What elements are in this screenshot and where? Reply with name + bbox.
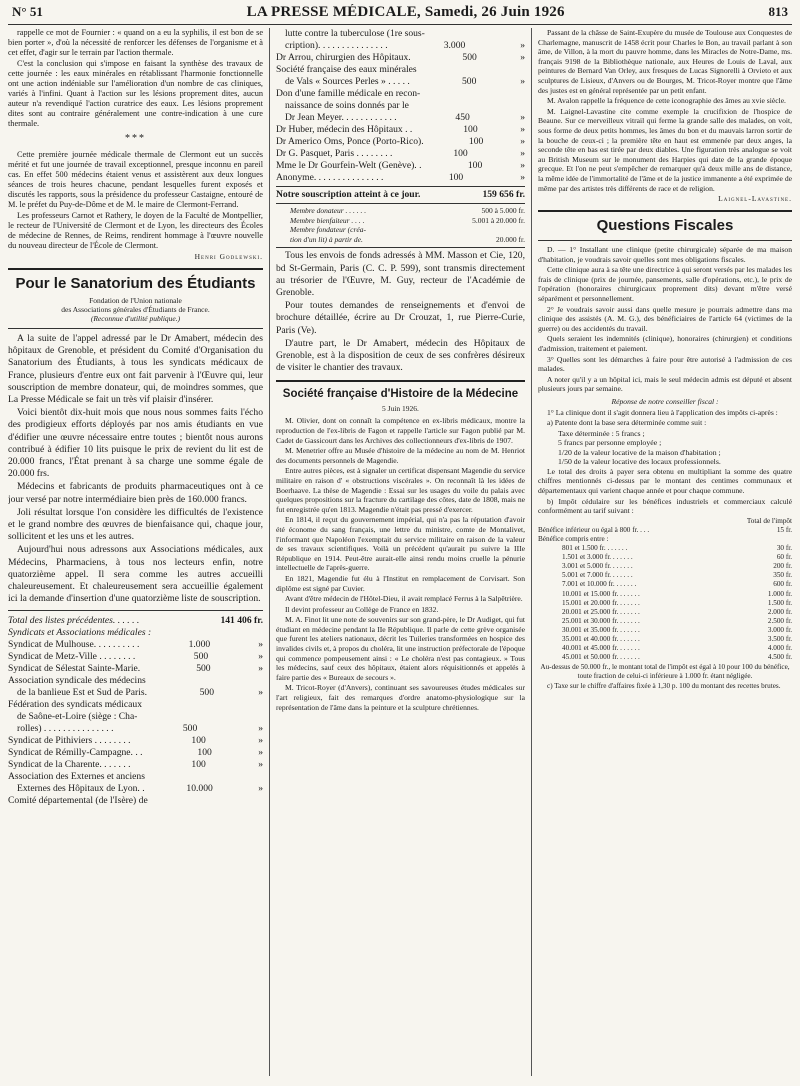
donor-amount: 450 [455,112,470,123]
donor-amount: 500 [196,663,211,675]
membership-row [290,235,525,245]
paragraph: c) Taxe sur le chiffre d'affaires fixée à 1,30 p. 100 du montant des recettes brutes. [547,682,781,691]
membership-tiers [290,206,525,244]
donor-unit: » [520,124,525,135]
table-row: Bénéfice inférieur ou égal à 800 fr. . . . 15 fr. [538,525,792,534]
paragraph: 1° La clinique dont il s'agit donnera lieu à l'application des impôts ci-après : [547,407,778,417]
donor-row [8,687,263,699]
donor-amount [452,88,482,100]
donor-unit: » [258,639,263,651]
paragraph: A noter qu'il y a un hôpital ici, mais le seul médecin admis est député et absent plusieurs jours par semaine. [538,374,792,394]
table-row [538,644,792,653]
donor-unit [251,711,263,723]
page-number: 813 [768,4,788,19]
donor-label: Syndicat de Pithiviers . . . . . . . . [8,735,131,747]
paragraph: C'est la conclusion qui s'impose en faisant la synthèse des travaux de cette journée : les eaux minérales en rétablissant l'harmonie fonctionnelle ont une action indéniable sur l'amélioration d'un nombre de cas cliniques, variés à l'infini. Quant à l'action sur les lésions proprement dites, aucun auteur n'a revendiqué l'action curatrice des eaux. Les lésions proprement dites sont au contraire généralement une contre-indication à une cure thermale. [8,59,263,128]
paragraph: M. Menetrier offre au Musée d'histoire de la médecine au nom de M. Henriot des documents personnels de Magendie. [276,446,525,465]
donor-unit: » [258,687,263,699]
donor-amount: 3.000 [443,40,466,51]
donor-label: lutte contre la tuberculose (1re sous- [285,28,425,39]
bracket-range: 10.001 et 15.000 fr. . . . . . . [562,589,640,598]
divider [538,240,792,241]
issue-number: N° 51 [12,4,43,19]
paragraph: Passant de la châsse de Saint-Exupère du musée de Toulouse aux Conquestes de Charlemagne, manuscrit de 1458 écrit pour Charles le Bon, au travail parlant à son âme, de Villon, à la mort du pauvre homme, dans les Miracles de Notre-Dame, ms. français 9198 de la Bibliothèque nationale, aux Heures de Louis de Laval, aux peintures de Bernard Van Orley, aux fresques de Lucas Signorelli à Orvieto et aux sculptures de Lisieux, d'Anvers ou de Bourges, M. Tricot-Royer montre que l'âme des justes est en général représentée par un petit enfant. [538,28,792,95]
bracket-tax: 2.000 fr. [767,607,792,616]
donor-row [8,759,263,771]
table-note: Au-dessus de 50.000 fr., le montant total de l'impôt est égal à 10 pour 100 du bénéfice, toute fraction de celui-ci inférieure à 1.000 fr. étant négligée. [540,663,790,681]
bracket-range: 20.001 et 25.000 fr. . . . . . . [562,607,640,616]
table-row [538,608,792,617]
donor-amount: 500 [193,651,209,663]
paragraph: En 1821, Magendie fut élu à l'Institut en remplacement de Corvisart. Son diplôme est signé par Cuvier. [276,573,525,593]
donor-amount: 500 [182,723,198,735]
patente-item: Taxe déterminée : 5 francs ; [558,428,645,438]
paragraph: Tous les envois de fonds adressés à MM. Masson et Cie, 120, bd St-Germain, Paris (C. C. P. 599), sont transmis directement au trésorier de l'Œuvre, M. Guy, recteur de l'Académie de Grenoble. [276,250,525,298]
paragraph: 2° Je voudrais savoir aussi dans quelle mesure je pourrais admettre dans ma clinique des assistés (A. M. G.), des bénéficiaires de l'article 64 (victimes de la guerre) ou des accidentés du travail. [538,304,792,333]
table-row [538,653,792,662]
table-row [538,553,792,562]
bracket-range: 40.001 et 45.000 fr. . . . . . . [562,644,640,653]
divider [8,610,263,611]
donor-row [8,795,263,807]
donor-amount: 100 [468,136,484,147]
appeal-text [8,333,263,605]
signature: Laignel-Lavastine. [718,194,792,204]
table-row [538,617,792,626]
donor-amount: 100 [467,160,483,171]
donor-unit [251,675,263,687]
donor-label: Syndicat de Mulhouse. . . . . . . . . . [8,639,140,651]
donor-unit: » [520,136,525,147]
fiscal-question [538,245,792,516]
bracket-range: 5.001 et 7.000 fr. . . . . . . [562,571,633,580]
divider [8,268,263,270]
table-row [538,580,792,589]
donor-unit: » [520,52,525,63]
donor-label: Association syndicale des médecins [8,675,146,687]
donor-amount: 100 [191,735,206,747]
donor-unit [251,699,263,711]
patente-items [558,429,792,467]
donor-label: Syndicat de Metz-Ville . . . . . . . . [8,651,136,663]
table-row [538,562,792,571]
donor-unit: » [258,651,263,663]
bracket-tax: 4.500 fr. [767,653,792,662]
bracket-tax: 2.500 fr. [767,616,792,625]
donor-row [8,783,263,795]
bracket-tax: 3.500 fr. [767,634,792,643]
section-subtitle: Fondation de l'Union nationale [89,296,182,305]
table-row [538,590,792,599]
paragraph: a) Patente dont la base sera déterminée comme suit : [547,418,707,428]
section-subtitle: (Reconnue d'utilité publique.) [90,314,181,323]
bracket-range: 30.001 et 35.000 fr. . . . . . . [562,625,640,634]
membership-row [290,206,525,216]
table-row [538,626,792,635]
membership-label: Membre donateur . . . . . . [290,206,367,215]
paragraph: M. Olivier, dont on connaît la compétence en ex-libris médicaux, montre la reproduction de l'ex-libris de Fagon et rappelle l'article sur Fagon publié par M. Cadet de Gassicourt dans les Archives des collectionneurs d'ex-libris de 1907. [276,416,525,445]
column-1 [8,28,270,1076]
patente-item: 1/20 de la valeur locative de la maison d'habitation ; [558,447,721,457]
donor-amount [183,675,213,687]
paragraph: Pour toutes demandes de renseignements et d'envoi de brochure détaillée, écrire au Dr Crouzat, 1, rue Pierre-Curie, Paris (Ve). [276,300,525,336]
donor-label: de Saône-et-Loire (siège : Cha- [17,711,138,723]
donor-label: Anonyme. . . . . . . . . . . . . . . [276,172,384,183]
bracket-range: 15.001 et 20.000 fr. . . . . . . [562,598,640,607]
divider [276,380,525,382]
bracket-tax: 200 fr. [773,562,792,571]
table-row [538,571,792,580]
donor-amount: 100 [463,124,478,135]
bracket-tax: 350 fr. [773,571,792,580]
table-header: Total de l'impôt [746,516,792,525]
donor-row [276,100,525,112]
paragraph: Médecins et fabricants de produits pharmaceutiques ont à ce jour versé par notre intermédiaire bien près de 160.000 francs. [8,481,263,505]
membership-label: Membre fondateur (créa- [290,225,366,235]
paragraph: M. Laignel-Lavastine cite comme exemple la crucifixion de l'hospice de Beaune. Sur ce merveilleux vitrail qui ferme la grande salle des malades, on voit, sous forme de deux petits hommes, les âmes du bon et du mauvais larron sortir de la bouche de ceux-ci ; la première tête en haut est emmenée par deux anges, la seconde tête en bas est tirée par deux diables. Une figuration très analogue se voit au British Museum sur le monument des Harpies qui date de la grande époque grecque. Et l'on ne peut s'empêcher de remarquer qu'à deux mille ans de distance, la même idée de l'immortalité de l'âme et de la justice immanente a été exprimée de même par des artistes très différents de race et de religion. [538,106,792,193]
instructions-text [276,250,525,374]
donor-row [276,160,525,172]
donor-unit [513,88,525,100]
bracket-range: 3.001 et 5.000 fr. . . . . . . [562,562,633,571]
signature: Henri Godlewski. [194,252,263,261]
donor-unit: » [258,783,263,795]
donor-list [276,28,525,184]
column-3 [532,28,792,1076]
donor-amount: 500 [199,687,215,699]
donor-row [276,64,525,76]
paragraph: A la suite de l'appel adressé par le Dr Amabert, médecin des hôpitaux de Grenoble, et président du Comité d'Organisation du Sanatorium des Étudiants, à tous les syndicats médicaux de France, plusieurs d'entre eux ont fait parvenir à l'Œuvre qui, leur souscription de membre donateur, qui, de moindres sommes, que La Presse Médicale se fait un très vif plaisir d'insérer. [8,333,263,406]
membership-label: Membre bienfaiteur . . . . [290,215,365,225]
paragraph: Avant d'être médecin de l'Hôtel-Dieu, il avait remplacé Ferrus à la Salpêtrière. [285,594,523,604]
donor-row [276,136,525,148]
tax-table [538,517,792,692]
donor-unit: » [258,723,263,735]
table-subheading: Bénéfice compris entre : [538,534,609,543]
table-row [538,635,792,644]
donor-row [8,723,263,735]
masthead-title: LA PRESSE MÉDICALE, Samedi, 26 Juin 1926 [246,4,565,20]
paragraph: b) Impôt cédulaire sur les bénéfices industriels et commerciaux calculé conformément au tarif suivant : [538,496,792,516]
donor-amount [182,699,212,711]
paragraph: Le total des droits à payer sera obtenu en multipliant la somme des quatre chiffres mentionnés ci-dessus par le montant des centimes communaux et départementaux qui varient chaque année et pour chaque commune. [538,466,792,495]
donor-row [276,112,525,124]
newspaper-page [8,4,792,1076]
bracket-tax: 1.000 fr. [767,589,792,598]
paragraph: D'autre part, le Dr Amabert, médecin des Hôpitaux de Grenoble, est à la disposition de ceux de ses confrères désireux de visiter le chantier des travaux. [276,337,525,374]
donor-row [276,172,525,184]
membership-row [290,225,525,235]
donor-label: cription). . . . . . . . . . . . . . . [285,40,388,51]
donor-label: Externes des Hôpitaux de Lyon. . [17,783,145,795]
paragraph: En 1814, il reçut du gouvernement impérial, qui n'a pas la réputation d'avoir été économe du sang français, une lettre du ministre, comte de Montalivet, l'informant que Napoléon l'exemptait du service militaire en raison de la valeur de ses travaux scientifiques. Voilà un précédent qu'aurait pu suivre la IIIe République en 1914. Peut-être aurait-elle ainsi rendu moins cruelle la pénurie intellectuelle de l'après-guerre. [276,515,525,573]
donor-unit: » [520,76,525,87]
donor-unit: » [520,112,525,123]
section-title: Société française d'Histoire de la Médecine [282,388,519,401]
section-date: 5 Juin 1926. [382,404,419,414]
donor-row [276,124,525,136]
donor-row [276,52,525,64]
table-rows [538,544,792,662]
paragraph: M. Avalon rappelle la fréquence de cette iconographie des âmes au xvie siècle. [547,96,786,106]
paragraph: Cette première journée médicale thermale de Clermont eut un succès mérité et fut une journée de travail exceptionnel, presque inconnu en pareil cas. En effet 500 médecins étaient venus et assistèrent aux deux longues séances de trois heures chacune, pendant lesquelles furent exposés et discutés les rapports, sous la présidence du professeur Castaigne, entouré de M. le préfet du Puy-de-Dôme et de M. le maire de Clermont-Ferrand. [8,150,263,209]
paragraph: Cette clinique aura à sa tête une directrice à qui seront versés par les malades les frais de clinique (prix de journée, pansements, salle d'opérations, etc.), le prix de l'opération (honoraires chirurgicaux proprement dits) devant m'être versé séparément et personnellement. [538,265,792,304]
donor-amount [179,711,209,723]
donor-label: Comité départemental (de l'Isère) de [8,795,148,807]
donor-label: Fédération des syndicats médicaux [8,699,143,711]
donor-unit: » [520,172,525,183]
donor-amount: 100 [453,148,468,159]
donor-unit: » [520,160,525,171]
bracket-tax: 600 fr. [773,580,792,589]
membership-range: 5.001 à 20.000 fr. [472,215,525,225]
paragraph: M. A. Finot lit une note de souvenirs sur son grand-père, le Dr Audiget, qui fut étudiant en médecine pendant la IIe République. Il parle de cette grève organisée que furent les ateliers nationaux, décrit les Tuileries transformées en hospice des invalides civils et, à propos du choléra, lit une instruction préfectorale de l'époque qui commence pompeusement ainsi : « Le choléra n'est pas contagieux. » Tous les médecins, sauf ceux des hôpitaux, étaient alors réquisitionnés et appelés à faire partie des « Bureaux de secours ». [276,615,525,682]
donor-label: Dr Americo Oms, Ponce (Porto-Rico). [276,136,424,147]
divider [276,186,525,187]
donor-label: Association des Externes et anciens [8,771,145,783]
paragraph: M. Tricot-Royer (d'Anvers), continuant ses savoureuses études médicales sur l'art religieux, fait des remarques d'ordre anatomo-physiologique sur la représentation de l'âme dans la peinture et la sculpture chrétiennes. [276,683,525,712]
membership-row [290,216,525,226]
bracket-range: 1.501 et 3.000 fr. . . . . . . [562,553,633,562]
donor-row [276,76,525,88]
divider [538,210,792,212]
donor-amount: 500 [462,52,477,63]
current-total-row: Notre souscription atteint à ce jour. 159 656 fr. [276,189,525,200]
donor-row [8,711,263,723]
syndicats-heading: Syndicats et Associations médicales : [8,627,152,639]
donor-label: Société française des eaux minérales [276,64,417,75]
donor-row [8,771,263,783]
donor-unit: » [258,735,263,747]
section-subtitle: des Associations générales d'Étudiants de France. [61,305,210,314]
paragraph: Quels seraient les indemnités (clinique), honoraires (chirurgien) et conditions d'admission, traitement et paiement. [538,334,792,354]
donor-row [8,675,263,687]
donor-row [276,148,525,160]
donor-amount [454,28,484,40]
divider [276,203,525,204]
donor-unit: » [258,759,263,771]
donor-label: rolles) . . . . . . . . . . . . . . . [17,723,114,735]
columns [8,28,792,1076]
donor-row [8,699,263,711]
paragraph: Voici bientôt dix-huit mois que nous nous sommes faits l'écho des prodigieux efforts déployés par nos amis étudiants en vue d'édifier une œuvre nécessaire entre toutes ; bientôt nous aurons contribué à édifier 10 lits puisque le prix de revient du lit est de 20.000 francs, l'État prenant à sa charge une somme égale de 20.000 frs. [8,407,263,480]
divider [276,247,525,248]
donor-label: Dr G. Pasquet, Paris . . . . . . . . [276,148,393,159]
paragraph: Joli résultat lorsque l'on considère les difficultés de l'existence et le grand nombre des œuvres de bienfaisance qui, chaque jour, sollicitent et les uns et les autres. [8,506,263,543]
donor-label: Syndicat de la Charente. . . . . . . [8,759,131,771]
donor-label: Dr Arrou, chirurgien des Hôpitaux. [276,52,411,63]
society-report-continued [538,28,792,193]
bracket-tax: 1.500 fr. [767,598,792,607]
paragraph: rappelle ce mot de Fournier : « quand on a eu la syphilis, il est bon de se bien porter », d'où la nécessité de renforcer les défenses de l'organisme et à cet effet, d'agir sur le terrain par l'action thermale. [8,28,263,57]
patente-item: 1/50 de la valeur locative des locaux professionnels. [558,457,721,467]
paragraph: Aujourd'hui nous adressons aux Associations médicales, aux Médecins, Pharmaciens, à tous nos lecteurs enfin, notre quatorzième appel. Il sera comme les autres accueilli chaleureusement. Et chaleureusement sera accueillie également ici la demande d'insertion d'une quatorzième liste de souscription. [8,544,263,605]
paragraph: D. — 1° Installant une clinique (petite chirurgicale) séparée de ma maison d'habitation, je voudrais savoir quelles sont mes obligations fiscales. [538,245,792,264]
donor-unit: » [520,148,525,159]
donor-unit: » [258,747,263,759]
paragraph: Les professeurs Carnot et Rathery, le doyen de la Faculté de Montpellier, le recteur de l'Université de Clermont et de Lyon, les directeurs des Écoles de médecine de Rennes, de Reims, rendirent hommage à l'œuvre nouvelle du nouveau directeur de l'École de Clermont. [8,211,263,250]
bracket-tax: 4.000 fr. [767,644,792,653]
donor-label: Syndicat de Sélestat Sainte-Marie. [8,663,141,675]
bracket-range: 801 et 1.500 fr. . . . . . . [562,544,628,553]
section-title: Pour le Sanatorium des Étudiants [15,275,256,292]
donor-label: Syndicat de Rémilly-Campagne. . . [8,747,143,759]
bracket-tax: 60 fr. [776,553,792,562]
membership-range: 20.000 fr. [496,234,525,244]
donor-row [8,651,263,663]
page-header [8,4,792,25]
paragraph: 3° Quelles sont les démarches à faire pour être autorisé à l'admission de ces malades. [538,354,792,374]
donor-list [8,639,263,807]
donor-amount: 500 [462,76,477,87]
donor-row [8,639,263,651]
donor-amount: 100 [197,747,212,759]
bracket-range: 35.001 et 40.000 fr. . . . . . . [562,634,640,643]
table-row [538,599,792,608]
paragraph: Entre autres pièces, est à signaler un certificat dispensant Magendie du service militaire en raison d' « obstructions viscérales ». On reconnaît là les idées de Boerhaave. La thèse de Magendie : Essai sur les usages du voile du palais avec quelques propositions sur la fracture du cartilage des côtes, date de 1808, mais ne fut enregistrée qu'en 1813. Magendie n'était pas pressé d'exercer. [276,466,525,514]
bracket-tax: 30 fr. [776,544,792,553]
column-2 [270,28,532,1076]
donor-amount [183,771,213,783]
donor-amount: 1.000 [188,639,211,651]
donor-row [8,663,263,675]
donor-amount: 10.000 [186,783,213,795]
previous-total-row: Total des listes précédentes. . . . . . 141 406 fr. [8,615,263,627]
patente-item: 5 francs par personne employée ; [558,438,662,448]
donor-unit [513,100,525,112]
donor-unit [251,771,263,783]
donor-row [8,735,263,747]
bracket-range: 45.001 et 50.000 fr. . . . . . . [562,653,640,662]
donor-row [276,28,525,40]
donor-amount: 100 [448,172,464,183]
section-divider-stars: *** [125,133,146,144]
donor-unit [513,64,525,76]
paragraph: Il devint professeur au Collège de France en 1832. [285,604,439,614]
section-title: Questions Fiscales [596,217,734,235]
donor-label: Don d'une famille médicale en recon- [276,88,421,99]
membership-label: tion d'un lit) à partir de. [290,234,363,244]
donor-unit [513,28,525,40]
donor-label: Mme le Dr Gourfein-Welt (Genève). . [276,160,422,171]
bracket-range: 25.001 et 30.000 fr. . . . . . . [562,616,640,625]
donor-label: de la banlieue Est et Sud de Paris. [17,687,148,699]
membership-range: 500 à 5.000 fr. [481,206,525,215]
donor-unit: » [258,663,263,675]
bracket-range: 7.001 et 10.000 fr. . . . . . . [562,580,637,589]
donor-label: Dr Jean Meyer. . . . . . . . . . . . [285,112,397,123]
donor-amount [184,795,214,807]
divider [8,328,263,329]
donor-label: naissance de soins donnés par le [285,100,409,111]
donor-label: de Vals « Sources Perles » . . . . . [285,76,410,87]
donor-label: Dr Huber, médecin des Hôpitaux . . [276,124,413,135]
donor-amount [446,100,476,112]
donor-row [276,40,525,52]
donor-row [8,747,263,759]
bracket-tax: 3.000 fr. [767,625,792,634]
reply-heading: Réponse de notre conseiller fiscal : [611,397,719,406]
donor-unit [251,795,263,807]
donor-unit: » [520,40,525,51]
donor-amount [450,64,480,76]
donor-row [276,88,525,100]
table-row [538,544,792,553]
donor-amount: 100 [191,759,206,771]
society-report [276,416,525,712]
